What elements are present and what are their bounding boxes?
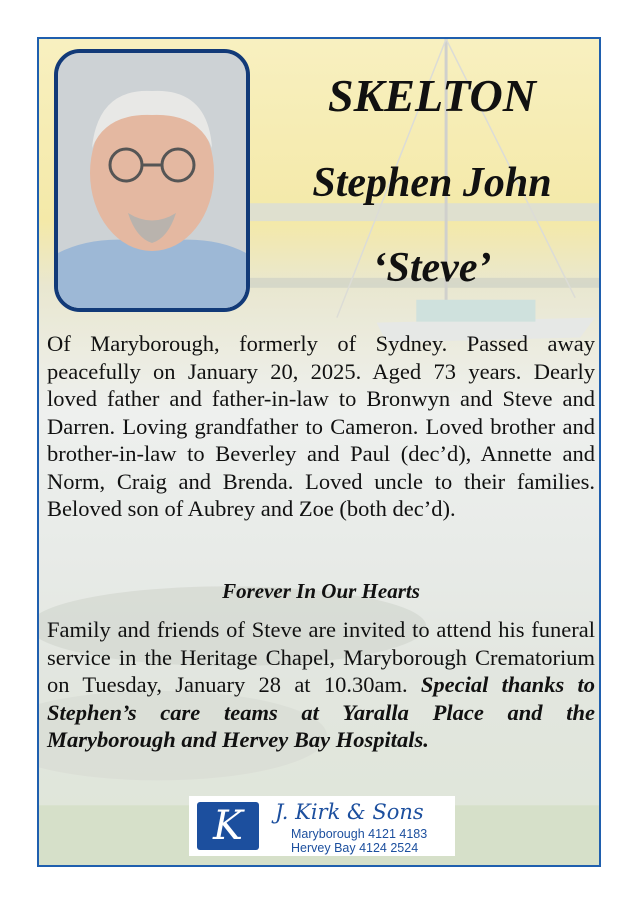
special-thanks-text: Special thanks to Stephen’s care teams at Yaralla Place and the Maryborough and Hervey Bay Hospitals. <box>47 672 595 752</box>
funeral-details-text: Family and friends of Steve are invited to attend his funeral service in the Heritage Chapel, Maryborough Crematorium on Tuesday, January 28 at 10.30am. <box>47 617 595 697</box>
notice-frame <box>37 37 601 867</box>
logo-company-name: J. Kirk & Sons <box>275 800 424 824</box>
portrait-photo <box>54 49 250 312</box>
logo-phone-hervey-bay: Hervey Bay 4124 2524 <box>291 841 419 855</box>
tagline: Forever In Our Hearts <box>222 579 420 603</box>
obituary-paragraph: Of Maryborough, formerly of Sydney. Passed away peacefully on January 20, 2025. Aged 73 years. Dearly loved father and father-in-law to Bronwyn and Steve and Darren. Loving grandfather to Cameron. Loved brother and brother-in-law to Beverley and Paul (dec’d), Annette and Norm, Craig and Brenda. Loved uncle to their families. Beloved son of Aubrey and Zoe (both dec’d). <box>47 331 595 521</box>
funeral-details-paragraph <box>47 616 595 754</box>
given-names-heading: Stephen John <box>312 160 552 206</box>
monogram-k-icon: K <box>197 802 259 850</box>
nickname-heading: ‘Steve’ <box>372 245 492 291</box>
funeral-director-logo <box>189 796 455 856</box>
surname-heading: SKELTON <box>328 70 536 121</box>
logo-phone-maryborough: Maryborough 4121 4183 <box>291 827 428 841</box>
